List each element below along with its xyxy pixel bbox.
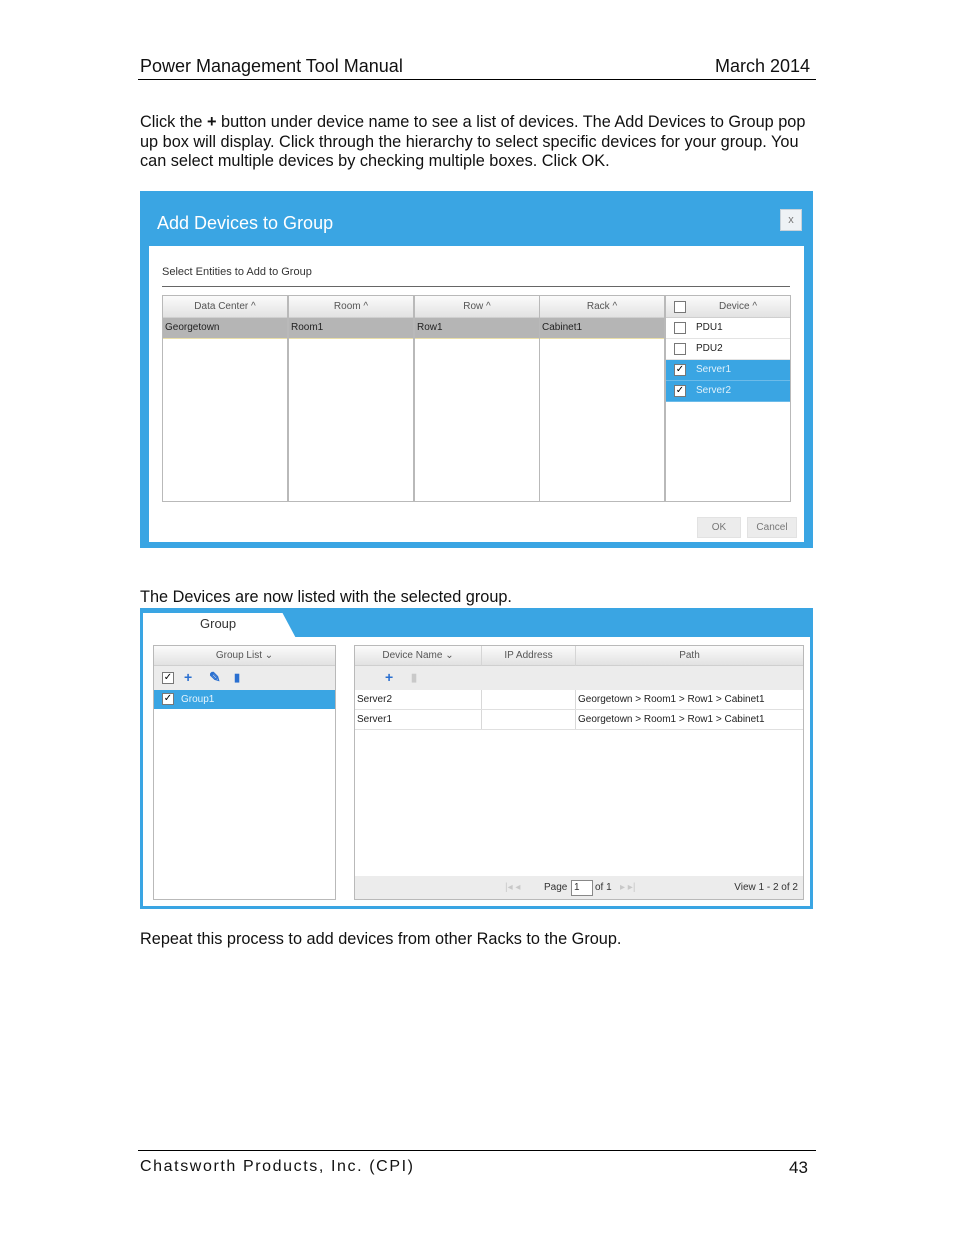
check-icon[interactable]: ✓ (675, 385, 685, 396)
page-input[interactable]: 1 (571, 880, 593, 896)
group-panel-body (143, 637, 810, 906)
add-icon[interactable]: + (184, 669, 193, 685)
device-name-cell: Server2 (355, 690, 482, 709)
device-header[interactable]: Device ^ (666, 296, 790, 318)
path-header[interactable]: Path (576, 646, 803, 666)
room-header[interactable]: Room ^ (289, 296, 413, 318)
header-rule (138, 79, 816, 80)
device-row-pdu2[interactable]: PDU2 (666, 339, 790, 360)
check-icon[interactable]: ✓ (163, 672, 173, 683)
dialog-subtitle: Select Entities to Add to Group (162, 266, 312, 278)
add-device-icon[interactable]: + (385, 669, 394, 685)
group-list-header[interactable]: Group List ⌄ (154, 646, 335, 666)
tab-group-label: Group (200, 616, 237, 631)
footer-rule (138, 1150, 816, 1151)
device-checkbox[interactable] (674, 343, 686, 355)
rack-header[interactable]: Rack ^ (540, 296, 664, 318)
table-row[interactable] (355, 710, 803, 730)
ip-cell (482, 690, 576, 709)
check-icon[interactable]: ✓ (163, 693, 173, 704)
sort-icon: ^ (363, 301, 369, 312)
add-devices-dialog (140, 191, 813, 548)
cancel-button[interactable]: Cancel (747, 517, 797, 538)
device-row-pdu1[interactable]: PDU1 (666, 318, 790, 339)
next-page-icon[interactable]: ▸ ▸| (620, 882, 636, 893)
device-checkbox[interactable] (674, 322, 686, 334)
group-name: Group1 (181, 694, 215, 705)
middle-paragraph: The Devices are now listed with the selected group. (140, 588, 512, 606)
page-number: 43 (789, 1158, 808, 1177)
sort-icon: ^ (486, 301, 491, 312)
ip-address-header[interactable]: IP Address (482, 646, 576, 666)
data-center-header[interactable]: Data Center ^ (163, 296, 287, 318)
dialog-body (149, 246, 804, 542)
sort-icon: ⌄ (264, 650, 274, 661)
group-toolbar (154, 666, 335, 690)
subtitle-rule (162, 286, 790, 287)
path-cell: Georgetown > Room1 > Row1 > Cabinet1 (578, 714, 765, 725)
select-all-checkbox[interactable] (674, 301, 686, 313)
check-icon[interactable]: ✓ (675, 364, 685, 375)
close-button[interactable]: x (780, 209, 802, 231)
data-center-item[interactable]: Georgetown (163, 318, 287, 339)
page-label: Page (544, 882, 568, 893)
room-column (288, 295, 414, 502)
sort-icon: ⌄ (445, 650, 454, 661)
device-column (665, 295, 791, 502)
prev-page-icon[interactable]: |◂ ◂ (505, 882, 521, 893)
room-item[interactable]: Room1 (289, 318, 413, 339)
group-panel (140, 608, 813, 909)
sort-icon: ^ (251, 301, 256, 312)
view-count: View 1 - 2 of 2 (734, 882, 798, 893)
device-name-cell: Server1 (355, 710, 482, 729)
rack-item[interactable]: Cabinet1 (540, 318, 664, 339)
manual-title: Power Management Tool Manual (140, 56, 403, 76)
row-header[interactable]: Row ^ (415, 296, 539, 318)
device-row-server2[interactable]: ✓ Server2 (666, 381, 790, 402)
device-list-pane (354, 645, 804, 900)
dialog-title: Add Devices to Group (157, 213, 334, 233)
ip-cell (482, 710, 576, 729)
device-name-header[interactable]: Device Name ⌄ (355, 646, 482, 666)
closing-paragraph: Repeat this process to add devices from other Racks to the Group. (140, 930, 622, 948)
sort-icon: ^ (752, 301, 758, 312)
delete-icon[interactable]: ▮ (234, 672, 241, 684)
intro-paragraph (140, 113, 820, 172)
group-list-pane (153, 645, 336, 900)
footer-company: Chatsworth Products, Inc. (CPI) (140, 1158, 415, 1175)
group-row[interactable] (154, 690, 335, 709)
sort-icon: ^ (612, 301, 618, 312)
ok-button[interactable]: OK (697, 517, 741, 538)
pager (355, 876, 803, 899)
manual-date: March 2014 (715, 56, 811, 76)
delete-icon[interactable]: ▮ (411, 672, 418, 684)
intro-text-pre: Click the (140, 113, 207, 131)
path-cell: Georgetown > Room1 > Row1 > Cabinet1 (578, 694, 765, 705)
intro-text-post: button under device name to see a list of devices. The Add Devices to Group pop up box will display. Click through the hierarchy to select specific devices for your group. You can select multiple devices by checking multiple boxes. Click OK. (140, 113, 806, 170)
device-toolbar (355, 666, 803, 690)
table-row[interactable] (355, 690, 803, 710)
data-center-column (162, 295, 288, 502)
plus-symbol: + (206, 113, 217, 131)
device-row-server1[interactable]: ✓ Server1 (666, 360, 790, 381)
rack-column (539, 295, 665, 502)
row-column (414, 295, 540, 502)
page-count: of 1 (595, 882, 612, 893)
edit-icon[interactable]: ✎ (209, 669, 221, 685)
row-item[interactable]: Row1 (415, 318, 539, 339)
